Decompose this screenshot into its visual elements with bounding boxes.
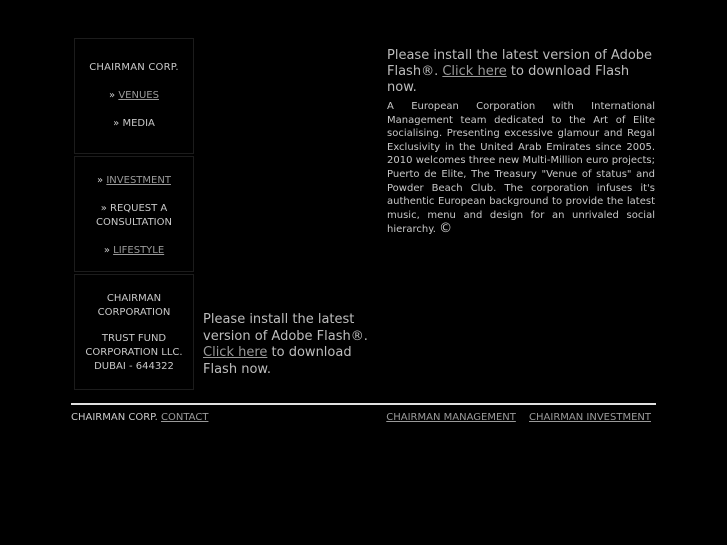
footer-right	[376, 412, 651, 424]
company-fund-line1: TRUST FUND	[101, 333, 167, 344]
footer-left	[71, 412, 208, 424]
company-info-panel	[74, 274, 194, 390]
nav-panel-investment	[74, 156, 194, 272]
bullet-icon: »	[113, 118, 120, 129]
flash-notice-text: Please install the latest version of Adobe Flash®.	[387, 48, 653, 79]
footer-brand: CHAIRMAN CORP.	[71, 412, 158, 423]
flash-notice-suffix: to download Flash now.	[203, 345, 352, 377]
flash-notice-text: Please install the latest version of Adobe Flash®.	[203, 312, 368, 344]
description-text: A European Corporation with International Management team dedicated to the Art of Elite socialising. Presenting excessive glamour and Regal Exclusivity in the United Arab Emirates since 2005. 2010 welcomes three new Multi-Million euro projects; Puerto de Elite, The Treasury "Venue of status" and Powder Beach Club. The corporation infuses it's authentic European background to provide the latest music, menu and design for an unrivaled social hierarchy.	[387, 101, 655, 236]
nav-item-request-consultation[interactable]	[75, 202, 193, 230]
company-name-line2: CORPORATION	[97, 307, 171, 318]
contact-link[interactable]: CONTACT	[161, 412, 209, 423]
bullet-icon: »	[103, 245, 110, 256]
company-description	[387, 100, 655, 237]
flash-download-link[interactable]: Click here	[442, 64, 507, 79]
bullet-icon: »	[100, 203, 107, 214]
bullet-icon: »	[109, 90, 116, 101]
flash-download-link[interactable]: Click here	[203, 345, 268, 360]
nav-item-lifestyle[interactable]	[75, 244, 193, 258]
nav-panel-main	[74, 38, 194, 154]
request-label-line2[interactable]: CONSULTATION	[95, 217, 172, 228]
venues-link[interactable]: VENUES	[118, 90, 159, 101]
request-label-line1[interactable]: REQUEST A	[110, 203, 168, 214]
investment-footer-link[interactable]: CHAIRMAN INVESTMENT	[529, 412, 651, 423]
flash-notice-top	[387, 48, 659, 96]
bullet-icon: »	[97, 175, 104, 186]
company-fund-line2: CORPORATION LLC.	[85, 347, 183, 358]
nav-item-venues[interactable]	[75, 89, 193, 103]
media-label[interactable]: MEDIA	[122, 118, 155, 129]
footer-divider	[71, 403, 656, 405]
flash-notice-suffix: to download Flash now.	[387, 64, 630, 95]
flash-notice-left	[203, 312, 373, 378]
nav-item-investment[interactable]	[75, 174, 193, 188]
company-name-line1: CHAIRMAN	[106, 293, 162, 304]
lifestyle-link[interactable]: LIFESTYLE	[113, 245, 165, 256]
nav-item-media[interactable]	[75, 117, 193, 131]
company-address: DUBAI - 644322	[94, 361, 174, 372]
investment-link[interactable]: INVESTMENT	[106, 175, 171, 186]
management-link[interactable]: CHAIRMAN MANAGEMENT	[386, 412, 516, 423]
nav-brand: CHAIRMAN CORP.	[89, 62, 179, 73]
copyright-icon: ©	[439, 221, 453, 237]
